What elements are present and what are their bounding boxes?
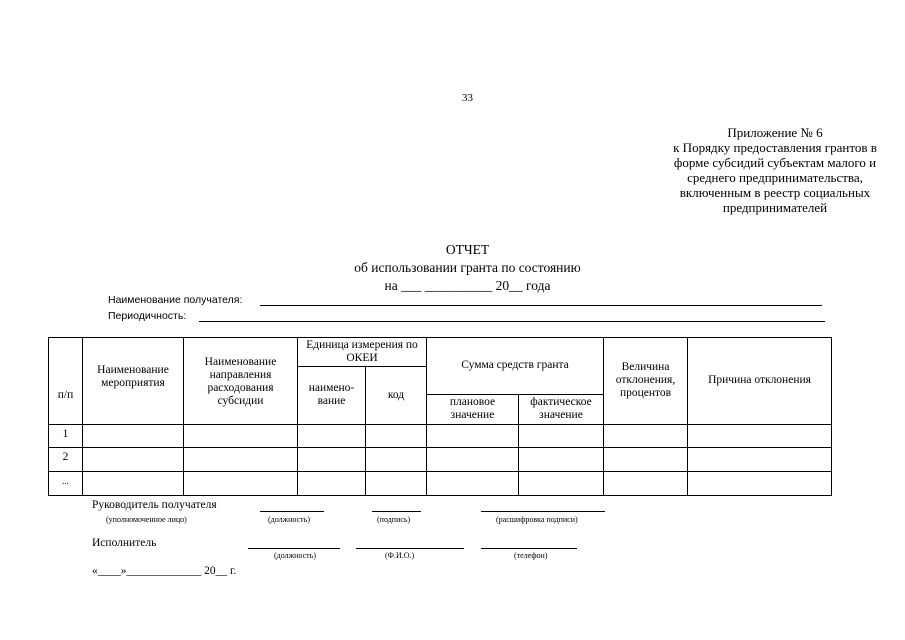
header-unit-name: наимено-вание (298, 367, 366, 425)
appendix-block (570, 125, 905, 215)
table-cell[interactable] (604, 471, 688, 495)
header-direction: Наименование направления расходования субсидии (184, 338, 298, 425)
periodicity-label: Периодичность: (108, 310, 187, 322)
table-cell[interactable] (688, 447, 832, 471)
page-number: 33 (462, 92, 473, 104)
appendix-line: форме субсидий субъектам малого и (673, 155, 877, 170)
report-date-line: на ___ __________ 20__ года (384, 278, 551, 293)
table-cell[interactable] (298, 424, 366, 447)
table-cell[interactable] (366, 424, 427, 447)
appendix-line: к Порядку предоставления грантов в (673, 140, 877, 155)
table-cell[interactable] (184, 447, 298, 471)
table-cell[interactable] (83, 447, 184, 471)
table-row (49, 447, 832, 471)
executor-label: Исполнитель (92, 537, 157, 549)
table-row (49, 424, 832, 447)
fio-caption: (Ф.И.О.) (385, 551, 415, 560)
table-cell[interactable] (298, 447, 366, 471)
table-cell[interactable] (83, 471, 184, 495)
row-number: 2 (49, 447, 83, 471)
table-cell[interactable] (519, 447, 604, 471)
table-cell[interactable] (184, 424, 298, 447)
decoding-line[interactable] (481, 511, 605, 512)
position-caption: (должность) (268, 515, 310, 524)
table-cell[interactable] (298, 471, 366, 495)
report-title-block (0, 241, 905, 295)
header-num: п/п (49, 338, 83, 425)
signature-line[interactable] (372, 511, 421, 512)
phone-line[interactable] (481, 548, 577, 549)
table-row (49, 471, 832, 495)
header-deviation: Величина отклонения, процентов (604, 338, 688, 425)
recipient-fill-line[interactable] (260, 293, 822, 306)
date-line[interactable]: «____»_____________ 20__ г. (92, 565, 237, 577)
table-cell[interactable] (184, 471, 298, 495)
table-cell[interactable] (427, 447, 519, 471)
position-line[interactable] (260, 511, 324, 512)
decoding-caption: (расшифровка подписи) (496, 515, 578, 524)
report-table (48, 337, 832, 496)
sum-split (427, 394, 603, 424)
table-cell[interactable] (519, 471, 604, 495)
table-cell[interactable] (688, 424, 832, 447)
header-unit-code: код (366, 367, 427, 425)
table-cell[interactable] (427, 424, 519, 447)
fio-line[interactable] (356, 548, 464, 549)
header-planned: плановое значение (427, 395, 519, 424)
table-cell[interactable] (604, 447, 688, 471)
appendix-line: среднего предпринимательства, (687, 170, 863, 185)
table-cell[interactable] (366, 447, 427, 471)
head-caption: (уполномоченное лицо) (106, 515, 187, 524)
header-event: Наименование мероприятия (83, 338, 184, 425)
header-actual: фактическое значение (530, 396, 592, 421)
row-number: 1 (49, 424, 83, 447)
signature-caption: (подпись) (377, 515, 411, 524)
head-label: Руководитель получателя (92, 499, 217, 511)
appendix-line: включенным в реестр социальных (679, 185, 871, 200)
header-reason: Причина отклонения (688, 338, 832, 425)
recipient-label: Наименование получателя: (108, 294, 243, 306)
phone-caption: (телефон) (514, 551, 548, 560)
report-title: ОТЧЕТ (445, 242, 490, 257)
table-cell[interactable] (604, 424, 688, 447)
table-cell[interactable] (366, 471, 427, 495)
periodicity-fill-line[interactable] (199, 310, 825, 322)
report-subtitle: об использовании гранта по состоянию (354, 260, 581, 275)
table-cell[interactable] (427, 471, 519, 495)
appendix-title: Приложение № 6 (727, 125, 823, 140)
table-cell[interactable] (83, 424, 184, 447)
header-sum-label: Сумма средств гранта (461, 358, 569, 371)
table-cell[interactable] (688, 471, 832, 495)
table-cell[interactable] (519, 424, 604, 447)
executor-position-line[interactable] (248, 548, 340, 549)
sum-subcell (427, 358, 604, 425)
header-unit-group: Единица измерения по ОКЕИ (298, 338, 427, 367)
appendix-line: предпринимателей (722, 200, 828, 215)
executor-position-caption: (должность) (274, 551, 316, 560)
row-number: ... (49, 471, 83, 495)
